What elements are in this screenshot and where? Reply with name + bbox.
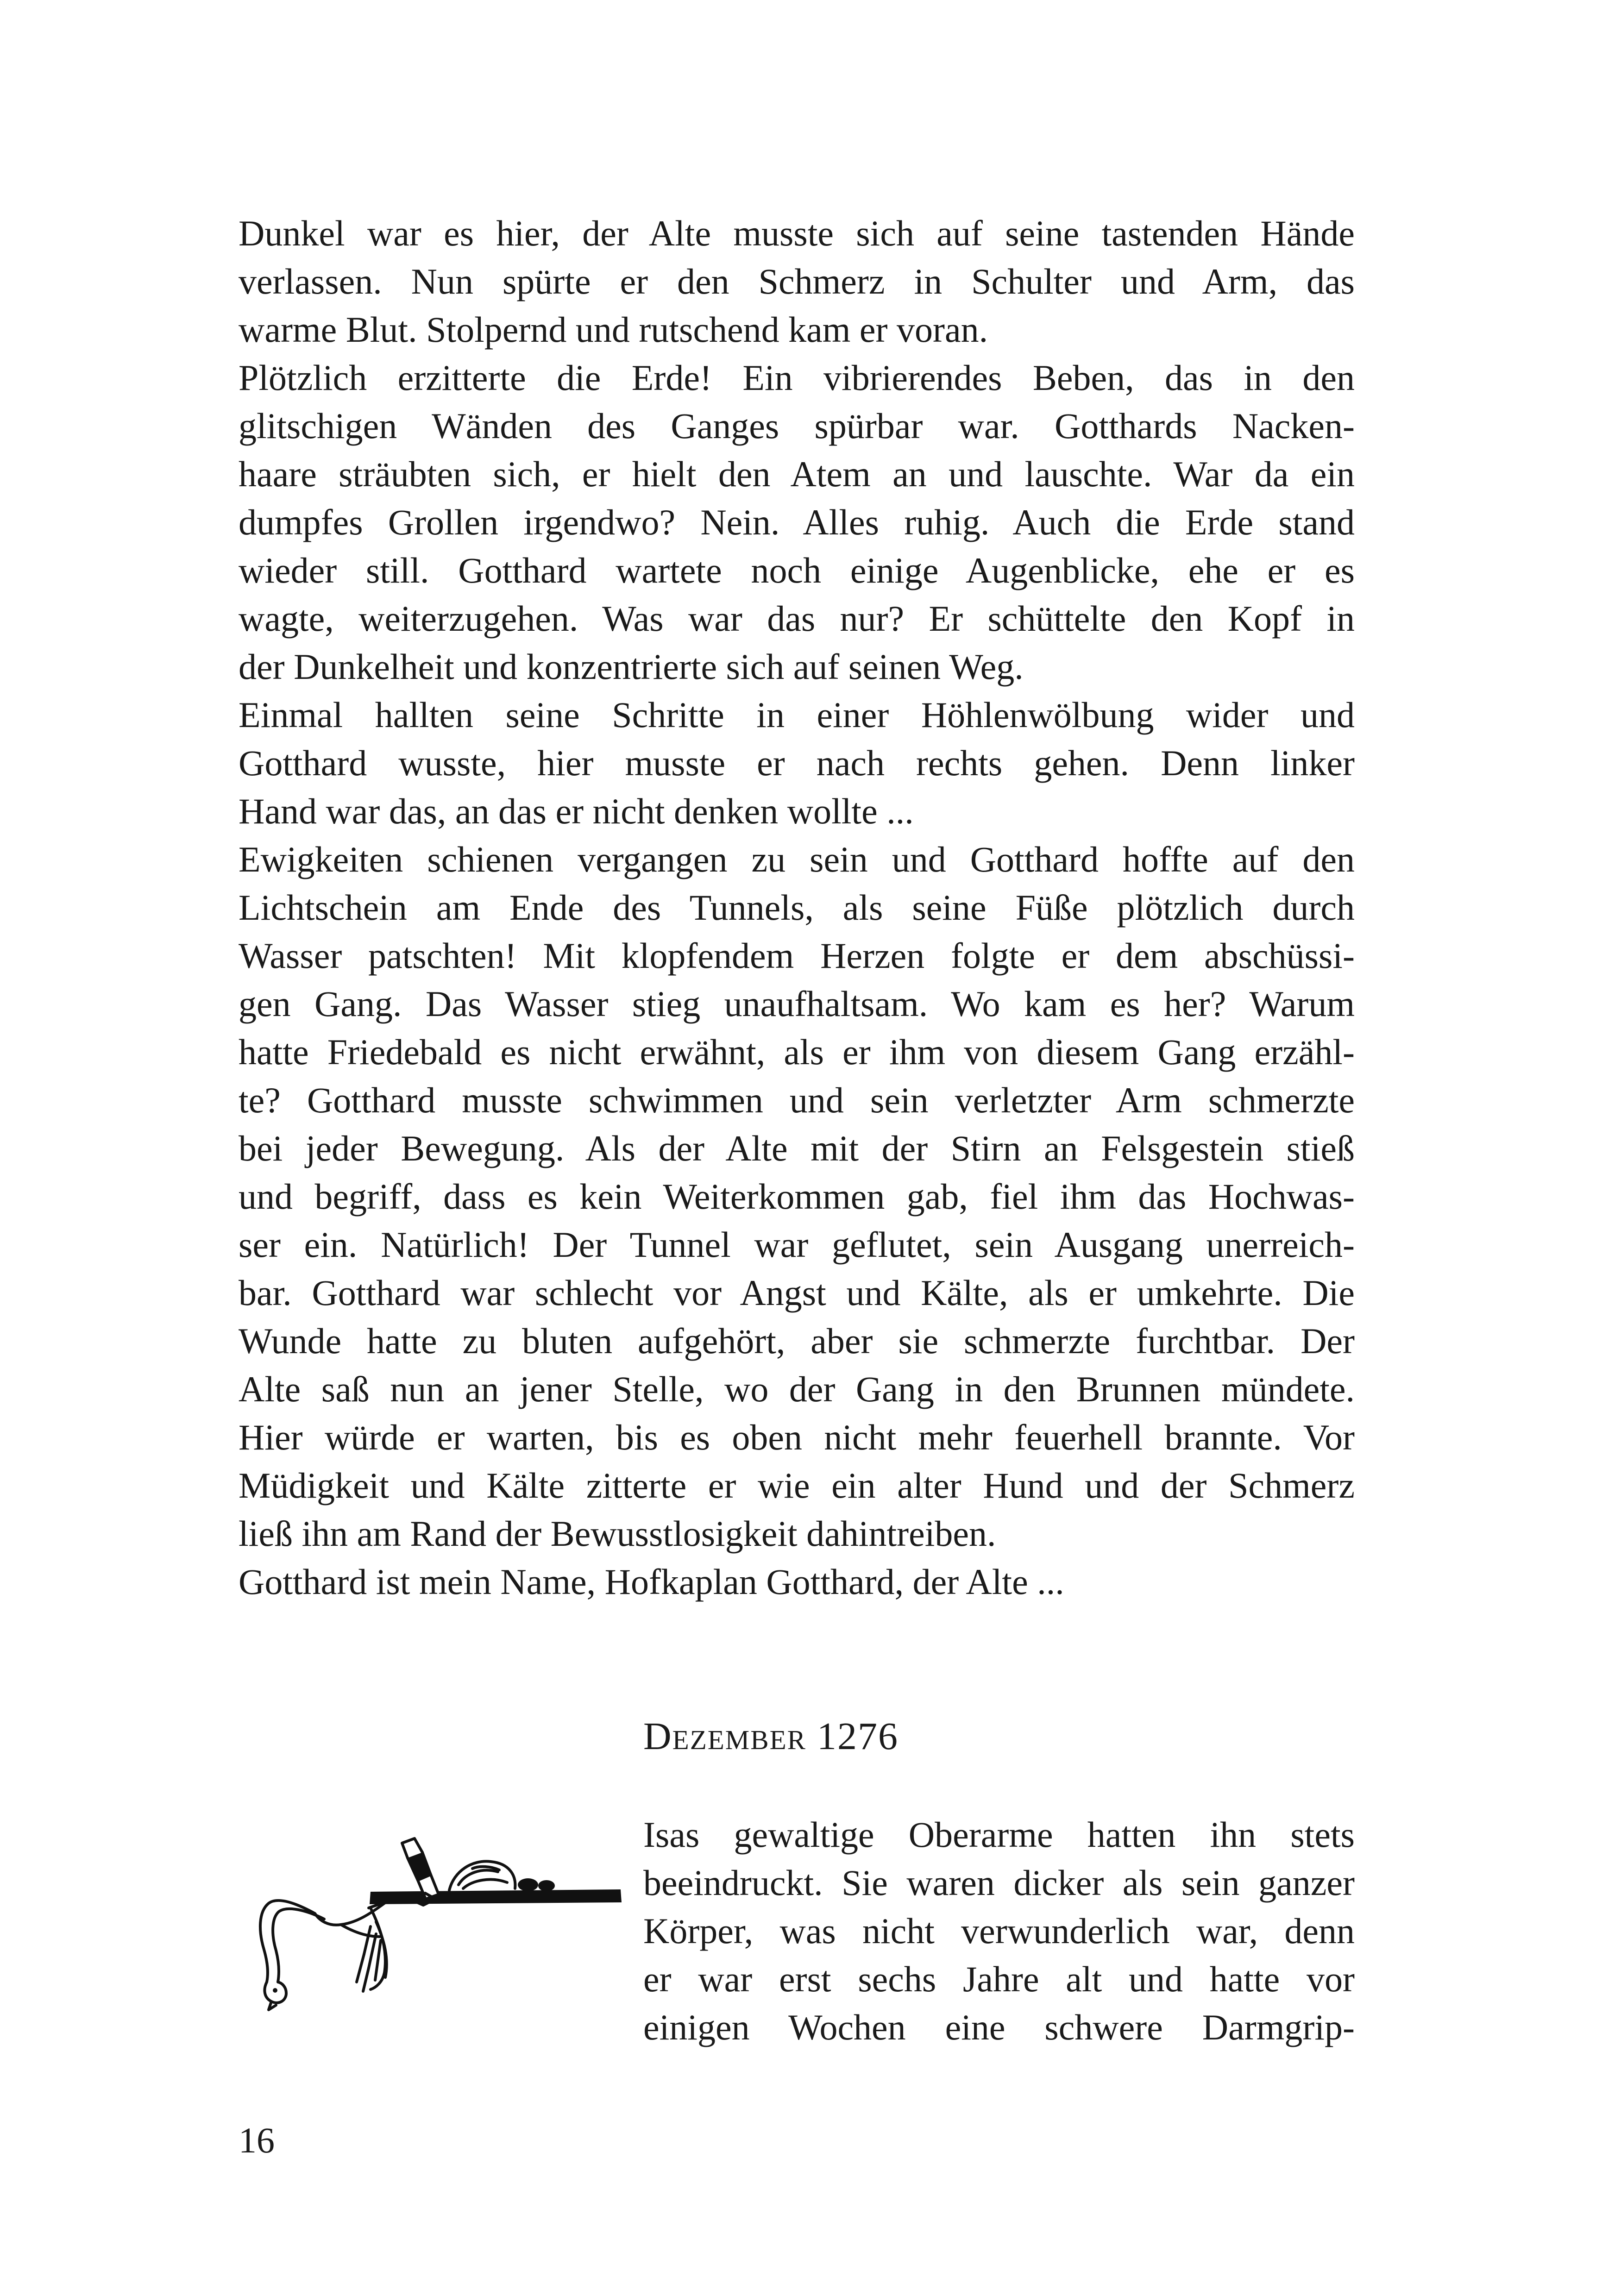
text-line: der Dunkelheit und konzentrierte sich auf seinen Weg. xyxy=(239,646,1024,687)
text-line: Lichtschein am Ende des Tunnels, als seine Füße plötzlich durch xyxy=(239,887,1355,928)
text-line: Körper, was nicht verwunderlich war, denn xyxy=(643,1911,1355,1951)
goose-illustration-icon xyxy=(232,1815,625,2014)
text-line: Wunde hatte zu bluten aufgehört, aber sie schmerzte furchtbar. Der xyxy=(239,1321,1355,1361)
text-line: wagte, weiterzugehen. Was war das nur? Er schüttelte den Kopf in xyxy=(239,598,1355,639)
text-line: Müdigkeit und Kälte zitterte er wie ein alter Hund und der Schmerz xyxy=(239,1465,1355,1506)
text-line: warme Blut. Stolpernd und rutschend kam er voran. xyxy=(239,309,988,350)
text-line: Wasser patschten! Mit klopfendem Herzen folgte er dem abschüssi- xyxy=(239,935,1355,976)
text-line: Plötzlich erzitterte die Erde! Ein vibrierendes Beben, das in den xyxy=(239,358,1355,398)
text-line: glitschigen Wänden des Ganges spürbar war. Gotthards Nacken- xyxy=(239,406,1355,446)
text-line: bei jeder Bewegung. Als der Alte mit der Stirn an Felsgestein stieß xyxy=(239,1128,1355,1168)
text-line: und begriff, dass es kein Weiterkommen gab, fiel ihm das Hochwas- xyxy=(239,1176,1355,1217)
text-line: bar. Gotthard war schlecht vor Angst und Kälte, als er umkehrte. Die xyxy=(239,1273,1355,1313)
text-line: wieder still. Gotthard wartete noch einige Augenblicke, ehe er es xyxy=(239,550,1355,590)
text-line: dumpfes Grollen irgendwo? Nein. Alles ruhig. Auch die Erde stand xyxy=(239,502,1355,542)
text-line: Gotthard ist mein Name, Hofkaplan Gotthard, der Alte ... xyxy=(239,1562,1064,1602)
text-line: Hier würde er warten, bis es oben nicht mehr feuerhell brannte. Vor xyxy=(239,1417,1355,1457)
text-line: beeindruckt. Sie waren dicker als sein ganzer xyxy=(643,1863,1355,1903)
page-number: 16 xyxy=(239,2120,275,2160)
text-line: Isas gewaltige Oberarme hatten ihn stets xyxy=(643,1814,1355,1855)
text-line: gen Gang. Das Wasser stieg unaufhaltsam. Wo kam es her? Warum xyxy=(239,984,1355,1024)
text-line: Gotthard wusste, hier musste er nach rechts gehen. Denn linker xyxy=(239,743,1355,783)
text-line: Hand war das, an das er nicht denken wollte ... xyxy=(239,791,914,831)
chapter-heading: Dezember 1276 xyxy=(643,1715,898,1758)
text-line: Alte saß nun an jener Stelle, wo der Gang in den Brunnen mündete. xyxy=(239,1369,1355,1409)
text-line: verlassen. Nun spürte er den Schmerz in Schulter und Arm, das xyxy=(239,261,1355,301)
text-line: ließ ihn am Rand der Bewusstlosigkeit dahintreiben. xyxy=(239,1513,996,1554)
text-line: Ewigkeiten schienen vergangen zu sein und Gotthard hoffte auf den xyxy=(239,839,1355,879)
text-line: hatte Friedebald es nicht erwähnt, als er ihm von diesem Gang erzähl- xyxy=(239,1032,1355,1072)
text-line: er war erst sechs Jahre alt und hatte vor xyxy=(643,1959,1355,1999)
text-line: Einmal hallten seine Schritte in einer Höhlenwölbung wider und xyxy=(239,695,1355,735)
text-line: einigen Wochen eine schwere Darmgrip- xyxy=(643,2007,1355,2047)
text-line: ser ein. Natürlich! Der Tunnel war geflutet, sein Ausgang unerreich- xyxy=(239,1224,1355,1265)
text-line: te? Gotthard musste schwimmen und sein verletzter Arm schmerzte xyxy=(239,1080,1355,1120)
text-line: haare sträubten sich, er hielt den Atem an und lauschte. War da ein xyxy=(239,454,1355,494)
text-line: Dunkel war es hier, der Alte musste sich auf seine tastenden Hände xyxy=(239,213,1355,253)
